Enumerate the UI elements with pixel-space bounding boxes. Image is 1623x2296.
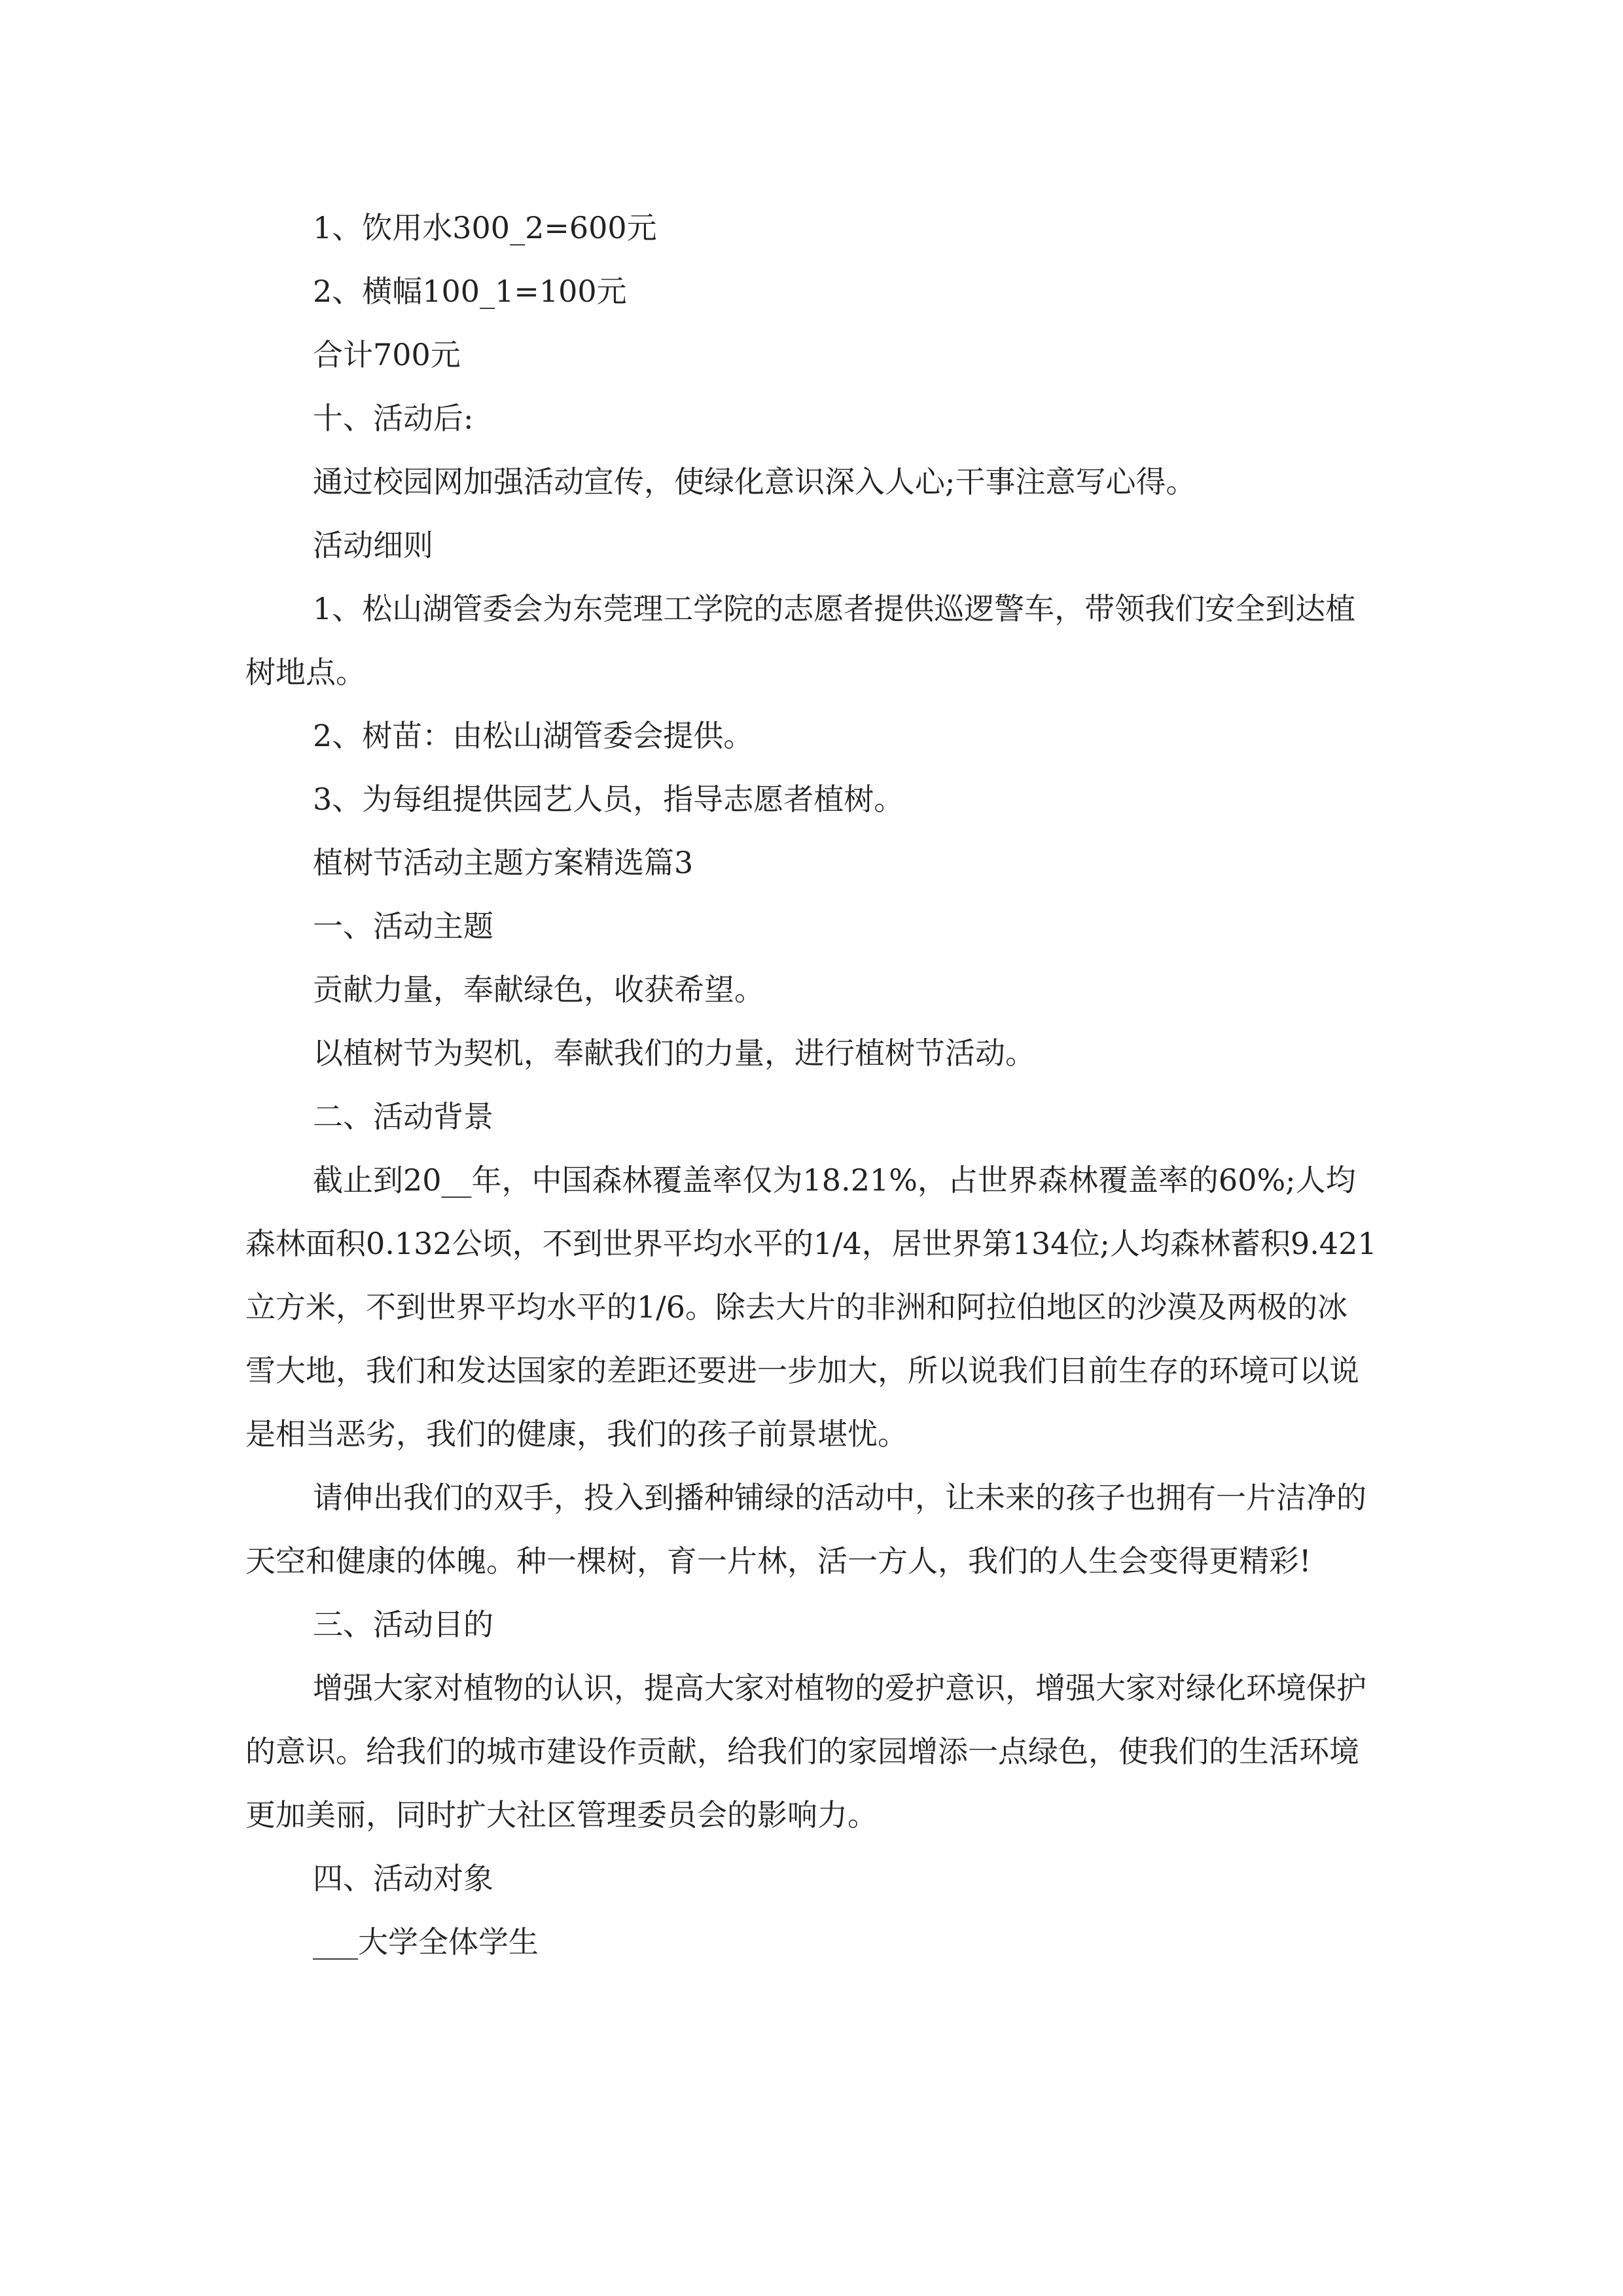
section-heading-theme: 一、活动主题 [313, 908, 493, 944]
rule-item-3: 3、为每组提供园艺人员，指导志愿者植树。 [313, 781, 904, 817]
section-heading-rules: 活动细则 [313, 528, 433, 563]
budget-total: 合计700元 [313, 337, 461, 372]
paragraph-background-call: 请伸出我们的双手，投入到播种铺绿的活动中，让未来的孩子也拥有一片洁净的天空和健康的体魄。种一棵树，育一片林，活一方人，我们的人生会变得更精彩! [245, 1480, 1366, 1579]
document-body [245, 196, 1378, 1974]
budget-item-water: 1、饮用水300_2=600元 [313, 210, 657, 245]
rule-item-1: 1、松山湖管委会为东莞理工学院的志愿者提供巡逻警车，带领我们安全到达植树地点。 [245, 591, 1356, 690]
paragraph-theme-slogan: 贡献力量，奉献绿色，收获希望。 [313, 972, 764, 1007]
section-heading-purpose: 三、活动目的 [313, 1607, 493, 1642]
paragraph-theme-description: 以植树节为契机，奉献我们的力量，进行植树节活动。 [313, 1035, 1035, 1071]
section-heading-audience: 四、活动对象 [313, 1861, 493, 1896]
paragraph-background-stats: 截止到20__年，中国森林覆盖率仅为18.21%，占世界森林覆盖率的60%;人均森林面积0.132公顷，不到世界平均水平的1/4，居世界第134位;人均森林蓄积9.421立方米，不到世界平均水平的1/6。除去大片的非洲和阿拉伯地区的沙漠及两极的冰雪大地，我们和发达国家的差距还要进一步加大，所以说我们目前生存的环境可以说是相当恶劣，我们的健康，我们的孩子前景堪忧。 [245, 1162, 1377, 1452]
paragraph-audience: ___大学全体学生 [313, 1924, 539, 1960]
article-title: 植树节活动主题方案精选篇3 [313, 845, 694, 880]
budget-item-banner: 2、横幅100_1=100元 [313, 274, 627, 309]
section-heading-after-activity: 十、活动后: [313, 401, 474, 436]
paragraph-promotion: 通过校园网加强活动宣传，使绿化意识深入人心;干事注意写心得。 [313, 464, 1196, 499]
paragraph-purpose: 增强大家对植物的认识，提高大家对植物的爱护意识，增强大家对绿化环境保护的意识。给我们的城市建设作贡献，给我们的家园增添一点绿色，使我们的生活环境更加美丽，同时扩大社区管理委员会的影响力。 [245, 1670, 1366, 1833]
rule-item-2: 2、树苗：由松山湖管委会提供。 [313, 718, 754, 753]
section-heading-background: 二、活动背景 [313, 1099, 493, 1134]
